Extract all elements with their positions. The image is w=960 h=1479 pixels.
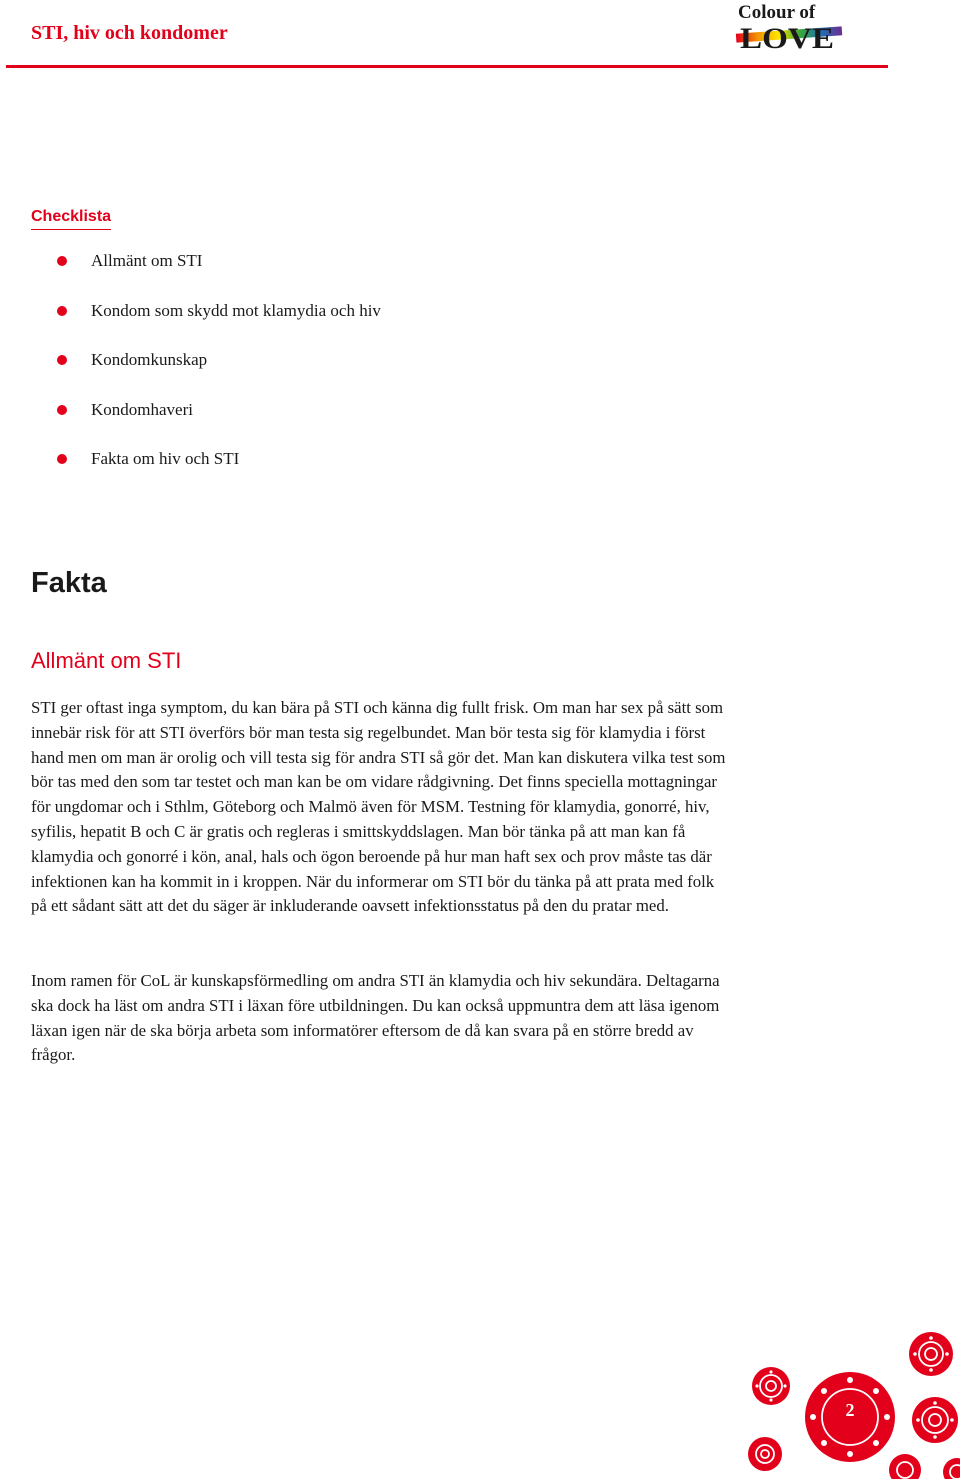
checklist-item xyxy=(57,397,381,447)
body-paragraph: Inom ramen för CoL är kunskapsförmedling om andra STI än klamydia och hiv sekundära. Deltagarna ska dock ha läst om andra STI i läxan före utbildningen. Du kan också uppmuntra dem att läsa igenom läxan igen när de ska börja arbeta som informatörer eftersom de då kan svara på en större bredd av frågor. xyxy=(31,971,720,1065)
fakta-heading: Fakta xyxy=(31,567,107,599)
section-heading: Allmänt om STI xyxy=(31,648,182,673)
checklist-item-label: Allmänt om STI xyxy=(91,251,203,270)
bullet-icon xyxy=(57,306,67,316)
body-paragraph: STI ger oftast inga symptom, du kan bära på STI och känna dig fullt frisk. Om man har sex på sätt som innebär risk för att STI överförs bör man testa sig regelbundet. Man bör testa sig för klamydia i först hand men om man är orolig och vill testa sig för andra STI så gör det. Man kan diskutera vilka test som bör tas med den som tar testet och man kan be om vidare rådgivning. Det finns speciella mottagningar för ungdomar och i Sthlm, Göteborg och Malmö även för MSM. Testning för klamydia, gonorré, hiv, syfilis, hepatit B och C är gratis och regleras i smittskyddslagen. Man bör tänka på att man kan få klamydia och gonorré i kön, anal, hals och ögon beroende på hur man haft sex och prov måste tas där infektionen kan ha kommit in i kroppen. När du informerar om STI bör du tänka på att prata med folk på ett sådant sätt att det du säger är inkluderande oavsett infektionsstatus på den du pratar med. xyxy=(31,698,726,916)
checklist-item-label: Kondom som skydd mot klamydia och hiv xyxy=(91,300,381,320)
checklist-item xyxy=(57,298,381,348)
bullet-icon xyxy=(57,355,67,365)
checklist-item-label: Fakta om hiv och STI xyxy=(91,449,240,469)
checklist xyxy=(57,248,381,496)
logo-text-top: Colour of xyxy=(738,2,816,23)
checklist-item-label: Kondomkunskap xyxy=(91,350,208,370)
checklist-item xyxy=(57,446,381,496)
checklist-heading: Checklista xyxy=(31,208,111,230)
page-number: 2 xyxy=(845,1400,855,1420)
bullet-icon xyxy=(57,405,67,415)
checklist-item-label: Kondomhaveri xyxy=(91,399,193,419)
bullet-icon xyxy=(57,454,67,464)
page-header-title: STI, hiv och kondomer xyxy=(31,22,228,44)
bullet-icon xyxy=(57,256,67,266)
logo-text-bottom: LOVE xyxy=(740,22,834,52)
checklist-item xyxy=(57,248,381,298)
colour-of-love-logo xyxy=(734,0,844,52)
checklist-item xyxy=(57,347,381,397)
header-divider xyxy=(6,65,888,68)
